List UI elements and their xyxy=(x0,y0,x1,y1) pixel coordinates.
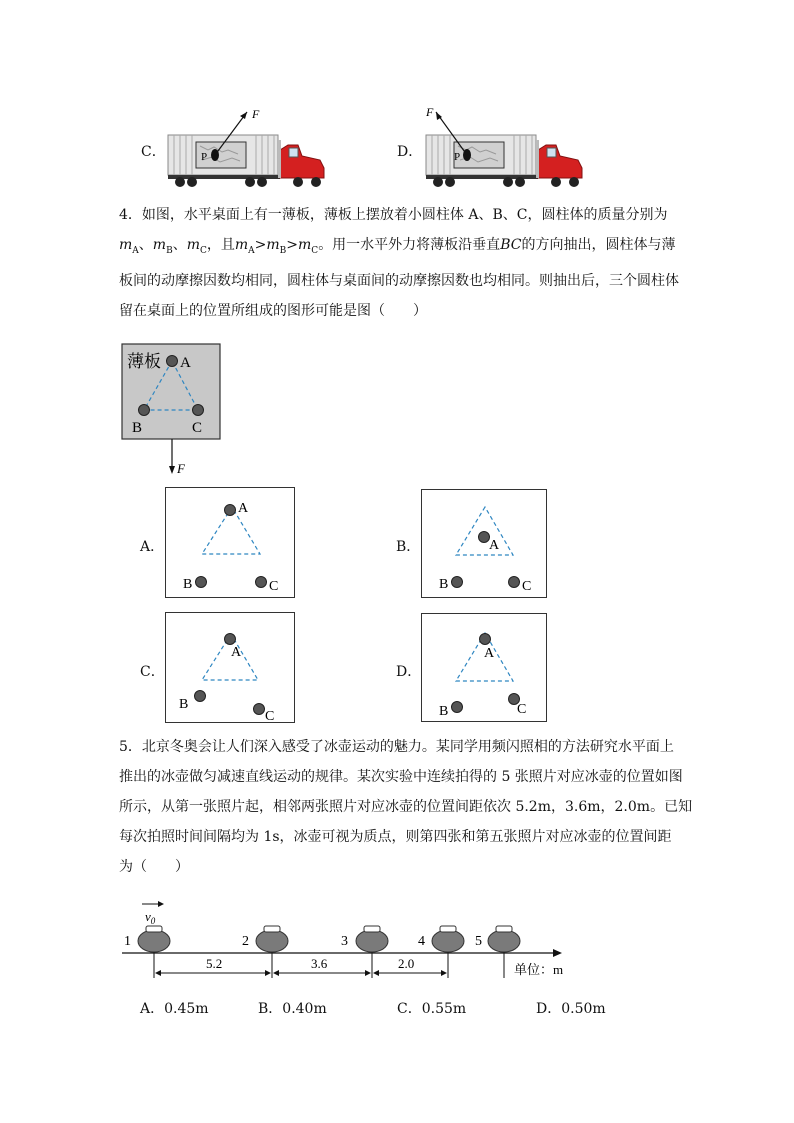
label-a: A xyxy=(231,645,242,660)
stone-number-3: 3 xyxy=(341,934,348,949)
curling-stone xyxy=(256,926,288,952)
q4-option-a-diagram xyxy=(165,487,296,599)
force-label: F xyxy=(426,105,434,119)
label-c: C xyxy=(192,420,203,436)
q4-option-b-diagram xyxy=(421,489,548,599)
q4-line-3: 板间的动摩擦因数均相同，圆柱体与桌面间的动摩擦因数也均相同。则抽出后，三个圆柱体 xyxy=(119,272,679,289)
label-a: A xyxy=(489,538,500,553)
q5-line-3: 所示，从第一张照片起，相邻两张照片对应冰壶的位置间距依次 5.2m，3.6m，2.0m。已知 xyxy=(119,799,693,815)
option-d-label: D． xyxy=(397,144,423,160)
curling-diagram xyxy=(118,896,578,984)
stone-number-2: 2 xyxy=(242,934,249,949)
question-5 xyxy=(119,732,719,882)
curling-stone xyxy=(138,926,170,952)
container xyxy=(426,135,536,175)
distance-3: 2.0 xyxy=(398,956,415,971)
label-c: C xyxy=(522,579,532,594)
container xyxy=(168,135,278,175)
label-c: C xyxy=(269,579,279,594)
force-label: F xyxy=(252,107,260,121)
question-4 xyxy=(119,200,719,326)
option-c-label: C． xyxy=(141,144,166,160)
q4-option-d-diagram xyxy=(421,613,548,723)
q4-line-1: 4．如图，水平桌面上有一薄板，薄板上摆放着小圆柱体 A、B、C，圆柱体的质量分别为 xyxy=(119,207,668,223)
stone-number-4: 4 xyxy=(418,934,425,949)
q4-option-b-label: B． xyxy=(396,539,421,555)
force-label: F xyxy=(177,461,185,476)
label-a: A xyxy=(484,646,495,661)
label-b: B xyxy=(132,420,143,436)
curling-stone xyxy=(488,926,520,952)
curling-stone xyxy=(432,926,464,952)
q5-answer-c: C．0.55m xyxy=(397,1001,467,1017)
truck-diagram-d xyxy=(418,100,593,195)
q4-line-4: 留在桌面上的位置所组成的图形可能是图（ ） xyxy=(119,302,427,319)
q5-line-2: 推出的冰壶做匀减速直线运动的规律。某次实验中连续拍得的 5 张照片对应冰壶的位置如图 xyxy=(119,769,683,785)
distance-1: 5.2 xyxy=(206,956,223,971)
point-p-label: P xyxy=(201,151,208,163)
point-p-label: P xyxy=(454,151,461,163)
q5-answer-b: B．0.40m xyxy=(258,1001,327,1017)
q4-option-c-label: C． xyxy=(140,664,165,680)
board-label: 薄板 xyxy=(127,352,161,371)
q5-line-1: 5．北京冬奥会让人们深入感受了冰壶运动的魅力。某同学用频闪照相的方法研究水平面上 xyxy=(119,739,674,755)
label-a: A xyxy=(238,501,249,516)
label-b: B xyxy=(179,697,189,712)
q5-answer-d: D．0.50m xyxy=(536,1001,606,1017)
truck-diagram-c xyxy=(160,100,335,195)
board-diagram xyxy=(118,340,228,480)
q4-option-a-label: A． xyxy=(140,539,165,555)
label-b: B xyxy=(439,704,449,719)
stone-number-1: 1 xyxy=(124,934,131,949)
q4-option-c-diagram xyxy=(165,612,296,724)
stone-number-5: 5 xyxy=(475,934,482,949)
label-c: C xyxy=(265,709,275,724)
q4-line-2: $m_A$、$m_B$、$m_C$，且$m_A>m_B>m_C$。用一水平外力将薄板沿垂直BC的方向抽出，圆柱体与薄 xyxy=(119,237,676,256)
label-b: B xyxy=(439,577,449,592)
v0-label: $v_0$ xyxy=(145,909,156,926)
unit-label: 单位：m xyxy=(514,962,564,977)
label-c: C xyxy=(517,702,527,717)
q4-option-d-label: D． xyxy=(396,664,422,680)
q5-line-4: 每次拍照时间间隔均为 1s，冰壶可视为质点，则第四张和第五张照片对应冰壶的位置间距 xyxy=(119,829,672,845)
label-a: A xyxy=(180,355,191,371)
label-b: B xyxy=(183,577,193,592)
q5-answer-a: A．0.45m xyxy=(140,1001,209,1017)
curling-stone xyxy=(356,926,388,952)
distance-2: 3.6 xyxy=(311,956,328,971)
q5-line-5: 为（ ） xyxy=(119,859,189,875)
